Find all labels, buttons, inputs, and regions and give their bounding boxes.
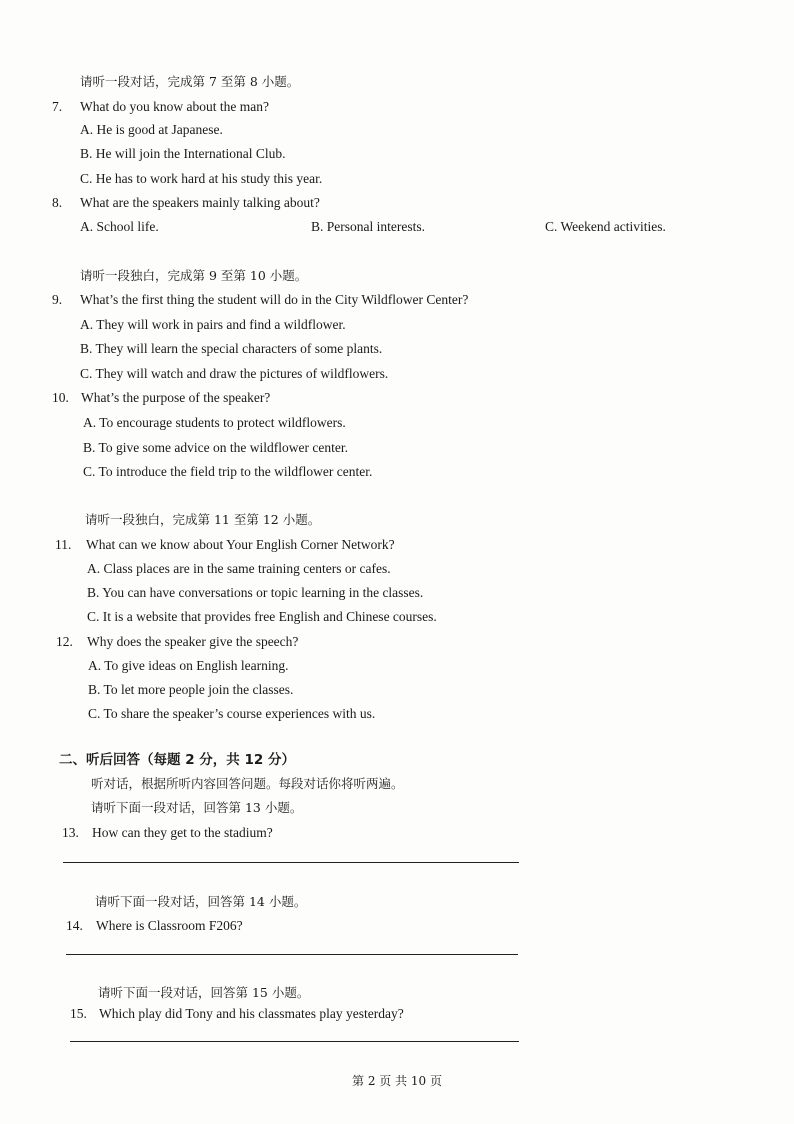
question-11-option-b: B. You can have conversations or topic learning in the classes. xyxy=(87,585,424,600)
question-7-option-a: A. He is good at Japanese. xyxy=(80,122,223,137)
question-8-option-a: A. School life. xyxy=(80,219,159,234)
section-instruction: 听对话，根据所听内容回答问题。每段对话你将听两遍。 xyxy=(91,776,404,791)
question-number-7: 7. xyxy=(52,99,63,114)
question-number-14: 14. xyxy=(66,918,83,933)
instruction-q11-q12: 请听一段独白，完成第 11 至第 12 小题。 xyxy=(85,512,321,527)
question-9-text: What’s the first thing the student will do in the City Wildflower Center? xyxy=(80,292,469,307)
question-number-10: 10. xyxy=(52,390,69,405)
question-7-text: What do you know about the man? xyxy=(80,99,269,114)
question-13-text: How can they get to the stadium? xyxy=(92,825,273,840)
question-number-9: 9. xyxy=(52,292,63,307)
question-number-13: 13. xyxy=(62,825,79,840)
instruction-q15: 请听下面一段对话，回答第 15 小题。 xyxy=(98,985,310,1000)
question-number-12: 12. xyxy=(56,634,73,649)
answer-line-15[interactable] xyxy=(70,1041,519,1042)
question-15-text: Which play did Tony and his classmates play yesterday? xyxy=(99,1006,404,1021)
section-heading-listen-and-answer: 二、听后回答（每题 2 分，共 12 分） xyxy=(59,752,295,768)
question-12-option-a: A. To give ideas on English learning. xyxy=(88,658,289,673)
question-10-option-c: C. To introduce the field trip to the wildflower center. xyxy=(83,464,373,479)
question-8-option-c: C. Weekend activities. xyxy=(545,219,666,234)
question-11-text: What can we know about Your English Corner Network? xyxy=(86,537,395,552)
question-11-option-a: A. Class places are in the same training centers or cafes. xyxy=(87,561,391,576)
question-10-text: What’s the purpose of the speaker? xyxy=(81,390,271,405)
question-number-8: 8. xyxy=(52,195,63,210)
instruction-q9-q10: 请听一段独白，完成第 9 至第 10 小题。 xyxy=(80,268,308,283)
question-10-option-a: A. To encourage students to protect wildflowers. xyxy=(83,415,346,430)
answer-line-14[interactable] xyxy=(66,954,518,955)
question-12-text: Why does the speaker give the speech? xyxy=(87,634,299,649)
question-7-option-c: C. He has to work hard at his study this year. xyxy=(80,171,323,186)
question-14-text: Where is Classroom F206? xyxy=(96,918,243,933)
question-8-option-b: B. Personal interests. xyxy=(311,219,425,234)
question-12-option-c: C. To share the speaker’s course experiences with us. xyxy=(88,706,376,721)
question-8-text: What are the speakers mainly talking about? xyxy=(80,195,320,210)
question-11-option-c: C. It is a website that provides free English and Chinese courses. xyxy=(87,609,437,624)
question-9-option-c: C. They will watch and draw the pictures of wildflowers. xyxy=(80,366,389,381)
question-9-option-b: B. They will learn the special characters of some plants. xyxy=(80,341,383,356)
page-footer: 第 2 页 共 10 页 xyxy=(352,1074,442,1088)
question-number-11: 11. xyxy=(55,537,72,552)
question-12-option-b: B. To let more people join the classes. xyxy=(88,682,294,697)
question-7-option-b: B. He will join the International Club. xyxy=(80,146,286,161)
question-9-option-a: A. They will work in pairs and find a wildflower. xyxy=(80,317,346,332)
instruction-q13: 请听下面一段对话，回答第 13 小题。 xyxy=(91,800,303,815)
answer-line-13[interactable] xyxy=(63,862,519,863)
instruction-q7-q8: 请听一段对话，完成第 7 至第 8 小题。 xyxy=(80,74,300,89)
instruction-q14: 请听下面一段对话，回答第 14 小题。 xyxy=(95,894,307,909)
question-10-option-b: B. To give some advice on the wildflower center. xyxy=(83,440,348,455)
question-number-15: 15. xyxy=(70,1006,87,1021)
